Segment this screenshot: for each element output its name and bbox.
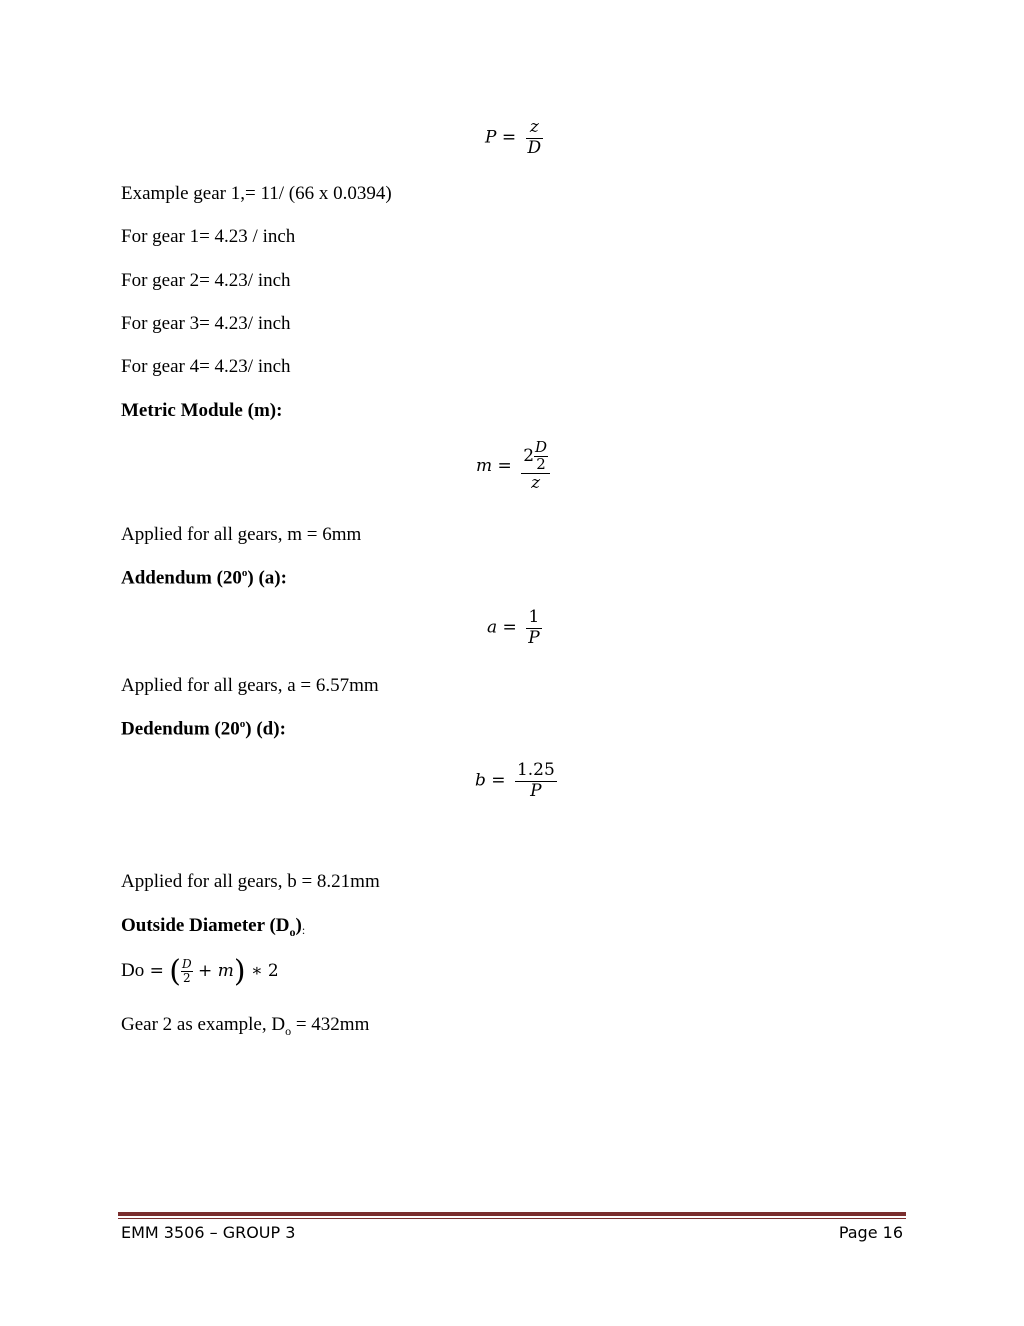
dedendum-formula-denominator: P: [530, 780, 542, 801]
outside-formula-plus: + m: [198, 961, 234, 981]
outside-formula-tail: ∗ 2: [250, 961, 279, 981]
dedendum-formula-lhs: b: [475, 770, 486, 791]
degree-superscript: o: [239, 718, 246, 730]
example-gear1-line: Example gear 1,= 11/ (66 x 0.0394): [121, 183, 392, 204]
pitch-formula-denominator: D: [527, 137, 542, 158]
gear2-example-text: Gear 2 as example, D: [121, 1014, 286, 1035]
gear3-line: For gear 3= 4.23/ inch: [121, 313, 291, 334]
addendum-heading-suffix: ) (a):: [247, 567, 287, 589]
dedendum-heading: [121, 718, 286, 740]
gear2-example-subscript: o: [285, 1023, 292, 1038]
outside-formula-numerator: D: [182, 957, 192, 972]
addendum-formula: a = $\frac{1}{P}$: [487, 607, 540, 648]
outside-heading-subscript: o: [289, 924, 296, 939]
module-formula-inner-den: 2: [536, 454, 546, 473]
footer-rule-thin: [118, 1218, 906, 1219]
module-formula-denominator: z: [531, 472, 541, 493]
outside-formula-denominator: 2: [183, 971, 191, 985]
addendum-heading-text: Addendum (20: [121, 567, 242, 589]
module-formula-coef: 2: [523, 445, 535, 466]
gear1-line: For gear 1= 4.23 / inch: [121, 226, 296, 247]
addendum-heading: [121, 567, 287, 589]
addendum-formula-numerator: 1: [526, 608, 541, 629]
module-formula-lhs: m: [476, 456, 493, 477]
outside-heading-colon: :: [301, 923, 306, 937]
addendum-applied-line: Applied for all gears, a = 6.57mm: [121, 675, 379, 696]
gear2-example-value: = 432mm: [291, 1014, 370, 1035]
metric-module-heading: Metric Module (m):: [121, 400, 283, 421]
module-formula-inner-num: D: [535, 438, 548, 456]
dedendum-applied-line: Applied for all gears, b = 8.21mm: [121, 871, 380, 892]
footer-page-number: Page 16: [838, 1223, 903, 1242]
gear2-example-line: [121, 1014, 369, 1039]
degree-superscript: o: [241, 567, 248, 579]
addendum-formula-lhs: a: [487, 617, 498, 638]
dedendum-heading-text: Dedendum (20: [121, 718, 240, 740]
pitch-formula: P = $\frac{z}{D}$: [485, 117, 542, 158]
outside-heading-text: Outside Diameter (D: [121, 915, 290, 936]
addendum-formula-denominator: P: [528, 627, 540, 648]
module-applied-line: Applied for all gears, m = 6mm: [121, 524, 362, 545]
footer-rule-thick: [118, 1212, 906, 1216]
right-paren: ): [233, 954, 246, 989]
footer-left: EMM 3506 – GROUP 3: [121, 1223, 296, 1242]
dedendum-formula: b = $\frac{1.25}{P}$: [475, 760, 555, 801]
outside-heading-close: ): [295, 915, 302, 936]
dedendum-heading-suffix: ) (d):: [245, 718, 286, 740]
module-formula: m = 2 $\frac{D}{2}$ z: [476, 440, 550, 493]
left-paren: (: [169, 954, 182, 989]
outside-diameter-formula: Do = ( $\frac{D}{2}$ + m) ∗ 2: [121, 954, 279, 989]
pitch-formula-lhs: P: [485, 127, 497, 148]
pitch-formula-numerator: z: [529, 117, 539, 137]
gear2-line: For gear 2= 4.23/ inch: [121, 270, 291, 291]
outside-diameter-heading: [121, 915, 305, 940]
outside-formula-lhs: Do: [121, 960, 145, 981]
dedendum-formula-numerator: 1.25: [516, 760, 555, 780]
gear4-line: For gear 4= 4.23/ inch: [121, 356, 291, 377]
